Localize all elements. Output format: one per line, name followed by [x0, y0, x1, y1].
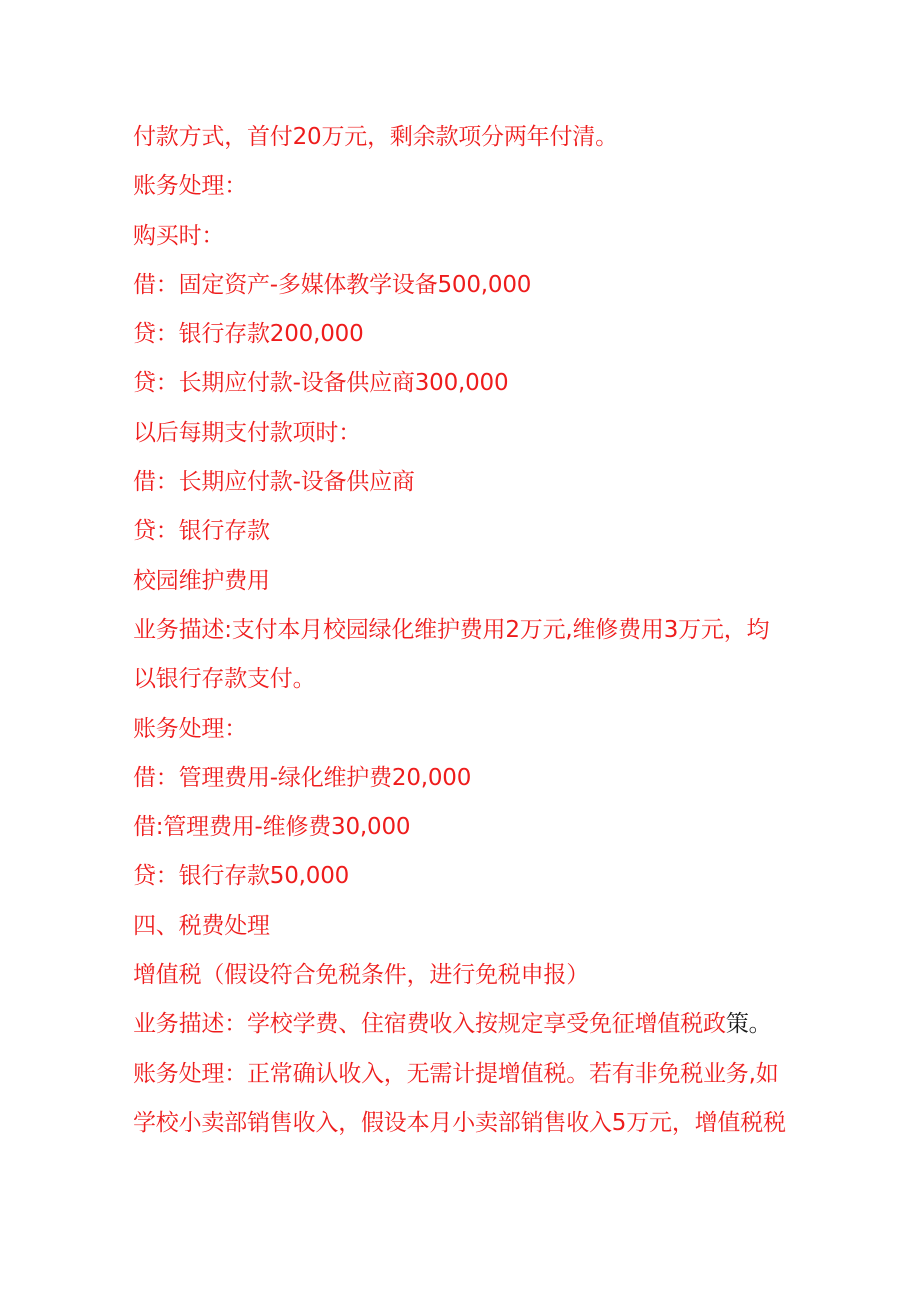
- paragraph-line: 借：固定资产-多媒体教学设备500,000: [133, 271, 532, 298]
- paragraph-line: 账务处理：: [133, 715, 248, 742]
- paragraph-line: 以后每期支付款项时：: [133, 419, 362, 446]
- paragraph-line-tail: 策。: [725, 1011, 772, 1038]
- paragraph-line: 借:管理费用-维修费30,000: [133, 814, 411, 841]
- section-heading: 校园维护费用: [133, 567, 270, 594]
- paragraph-line: 账务处理：: [133, 173, 248, 200]
- paragraph-line: 贷：银行存款50,000: [133, 863, 350, 890]
- paragraph-line: 贷：长期应付款-设备供应商300,000: [133, 370, 509, 397]
- paragraph-line: 贷：银行存款200,000: [133, 321, 364, 348]
- paragraph-line: 以银行存款支付。: [133, 666, 316, 693]
- document-body: [133, 113, 813, 1148]
- section-heading: 四、税费处理: [133, 912, 270, 939]
- paragraph-line: 增值税（假设符合免税条件，进行免税申报）: [133, 962, 590, 989]
- paragraph-line: 购买时：: [133, 222, 225, 249]
- paragraph-line: 贷：银行存款: [133, 518, 270, 545]
- paragraph-line: 业务描述:支付本月校园绿化维护费用2万元,维修费用3万元，均: [133, 616, 770, 643]
- paragraph-line: 账务处理：正常确认收入，无需计提增值税。若有非免税业务,如: [133, 1060, 779, 1087]
- paragraph-line: [133, 1000, 813, 1049]
- paragraph-line: 借：长期应付款-设备供应商: [133, 469, 415, 496]
- paragraph-line: 学校小卖部销售收入，假设本月小卖部销售收入5万元，增值税税: [133, 1109, 786, 1136]
- paragraph-line: 借：管理费用-绿化维护费20,000: [133, 764, 472, 791]
- paragraph-line-main: 业务描述：学校学费、住宿费收入按规定享受免征增值税政: [133, 1011, 726, 1038]
- paragraph-line: 付款方式，首付20万元，剩余款项分两年付清。: [133, 124, 618, 150]
